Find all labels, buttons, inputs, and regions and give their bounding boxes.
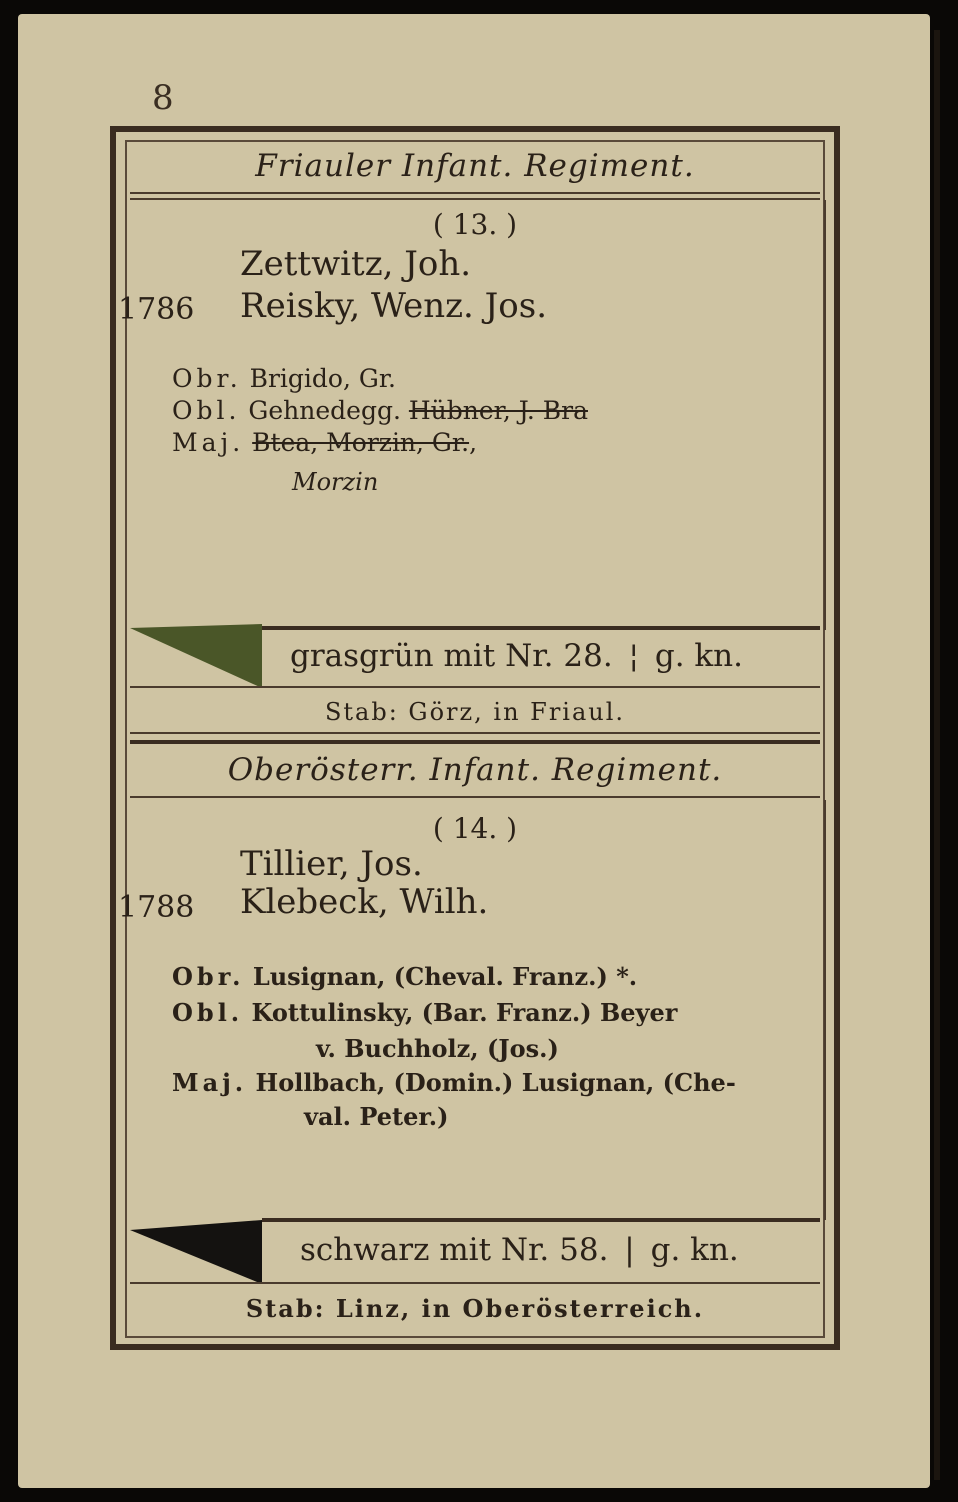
facing-color-swatch: [130, 624, 262, 688]
officer-text: ,: [469, 428, 478, 457]
officer-line: [304, 1102, 449, 1131]
commander-name: Tillier, Jos.: [240, 844, 423, 884]
officer-text: v. Buchholz, (Jos.): [316, 1034, 559, 1063]
officer-line: [172, 364, 396, 393]
divider: [130, 1282, 820, 1284]
divider: [130, 732, 820, 734]
officer-rank: Obl.: [172, 396, 241, 425]
regiment-number-wrap: [130, 812, 820, 852]
facing-color-line: [300, 1232, 739, 1268]
commander-name: Klebeck, Wilh.: [240, 882, 489, 922]
officer-text: Gehnedegg.: [248, 396, 401, 425]
commander-name: Reisky, Wenz. Jos.: [240, 286, 548, 326]
officer-line: [172, 998, 677, 1027]
officer-text: Brigido, Gr.: [249, 364, 396, 393]
officer-rank: Obr.: [172, 364, 242, 393]
commander-name: Zettwitz, Joh.: [240, 244, 472, 284]
divider: [824, 200, 826, 630]
officer-rank: Obl.: [172, 998, 244, 1027]
struck-text: Btea, Morzin, Gr.: [252, 428, 470, 457]
regiment-title: Oberösterr. Infant. Regiment.: [227, 752, 723, 788]
facing-color-name: schwarz mit Nr. 58.: [300, 1232, 609, 1268]
divider: [130, 192, 820, 194]
officer-line: [172, 1068, 736, 1097]
officer-line: [172, 962, 637, 991]
officer-text: Hollbach, (Domin.) Lusignan, (Che-: [255, 1068, 736, 1097]
regiment-stab: Stab: Linz, in Oberösterreich.: [245, 1294, 705, 1323]
facing-color-swatch: [130, 1220, 262, 1284]
facing-buttons: g. kn.: [654, 638, 743, 674]
struck-text: Hübner, J. Bra: [408, 396, 588, 425]
divider: [130, 198, 820, 200]
regiment-number-wrap: [130, 208, 820, 248]
officer-rank: Obr.: [172, 962, 245, 991]
divider: [130, 686, 820, 688]
facing-buttons: g. kn.: [650, 1232, 739, 1268]
regiment-stab: Stab: Görz, in Friaul.: [324, 698, 626, 726]
regiment-number: ( 14. ): [432, 812, 518, 845]
facing-color-line: [290, 638, 743, 674]
officer-line: [172, 396, 588, 425]
regiment-title: Friauler Infant. Regiment.: [255, 148, 695, 184]
divider: [262, 626, 820, 630]
officer-text: Kottulinsky, (Bar. Franz.) Beyer: [251, 998, 678, 1027]
page-number: 8: [152, 78, 174, 118]
officer-text: val. Peter.): [304, 1102, 449, 1131]
commander-year: 1788: [118, 890, 195, 925]
divider: [130, 796, 820, 798]
commander-year: 1786: [118, 292, 195, 327]
divider: [262, 1218, 820, 1222]
regiment-number: ( 13. ): [432, 208, 518, 241]
binding-edge: [934, 30, 940, 1480]
officer-line: [316, 1034, 559, 1063]
facing-color-name: grasgrün mit Nr. 28.: [290, 638, 613, 674]
officer-text: Lusignan, (Cheval. Franz.) *.: [252, 962, 638, 991]
officer-line: [172, 428, 477, 457]
officer-rank: Maj.: [172, 1068, 248, 1097]
officer-rank: Maj.: [172, 428, 245, 457]
handwritten-note: Morzin: [292, 468, 379, 496]
divider: [824, 800, 826, 1220]
separator: |: [624, 1232, 635, 1268]
divider: [130, 740, 820, 744]
separator: ¦: [628, 638, 639, 674]
